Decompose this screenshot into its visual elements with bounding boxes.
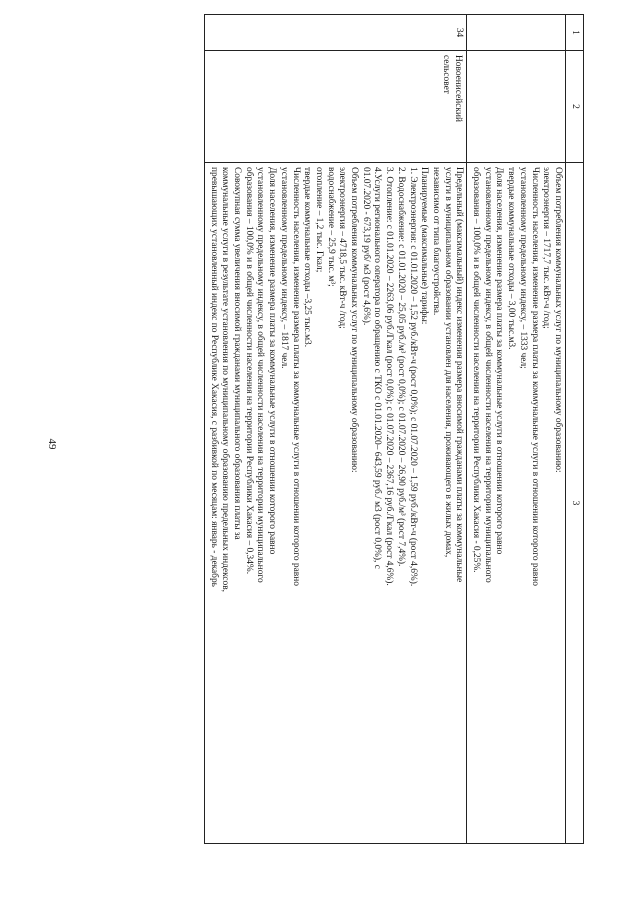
row-34-text	[204, 163, 466, 844]
table-row-34	[204, 15, 466, 844]
header-col-1: 1	[566, 15, 584, 51]
text-line: независимо от типа благоустройства.	[430, 167, 441, 316]
text-line: превышающих установленный индекс по Республике Хакасия, с разбивкой по месяцам: январь - декабрь	[208, 167, 219, 587]
text-line: Объем потребления коммунальных услуг по муниципальному образованию:	[553, 167, 563, 473]
row-prev-text	[467, 163, 566, 844]
text-line: Объем потребления коммунальных услуг по муниципальному образованию:	[349, 167, 360, 473]
rotated-table-page	[116, 14, 584, 843]
text-line: Численность населения, изменение размера платы за коммунальные услуги в отношении которого равно	[290, 167, 301, 586]
text-line: электроэнергия – 1717,7 тыс. кВт-ч /год;	[541, 167, 552, 329]
row-34-num: 34	[204, 15, 466, 51]
text-line: 3. Отопление: с 01.01.2020 – 2263,06 руб./Гкал (рост 0,0%); с 01.07.2020 – 2367,16 руб./Гкал (рост 4,6%).	[384, 167, 395, 586]
header-col-3: 3	[566, 163, 584, 844]
text-line: установленному предельному индексу, в общей численности населения на территории муниципального	[482, 167, 493, 583]
text-line: 4.Услуги регионального оператора по обращению с ТКО с 01.01.2020– 643,59 руб./ м3 (рост 0,0%), с	[372, 167, 383, 569]
text-line: 2. Водоснабжение: с 01.01.2020 – 25,05 руб./м³ (рост 0,0%); с 01.07.2020 – 26,90 руб./м³ (рост 7,4%).	[395, 167, 406, 567]
table-header-row	[566, 15, 584, 844]
text-line: 1. Электроэнергия: с 01.01.2020 – 1,52 руб./кВт-ч (рост 0,0%); с 01.07.2020 – 1,59 руб./кВт-ч (рост 4,6%).	[407, 167, 418, 587]
text-line: установленному предельному индексу, – 1333 чел;	[517, 167, 528, 369]
text-line: образования – 100,0% и в общей численности населения на территории Республики Хакасия - 0,25%.	[471, 167, 482, 573]
text-line: коммунальные услуги в результате установления по муниципальному образованию предельных индексов,	[220, 167, 231, 593]
text-line: установленному предельному индексу, – 1817 чел.	[278, 167, 289, 369]
text-line: Доля населения, изменение размера платы за коммунальные услуги в отношении которого равно	[494, 167, 505, 555]
text-line: услуги в муниципальном образовании установлен для населения, проживающего в жилых домах,	[442, 167, 453, 558]
text-line: Численность населения, изменение размера платы за коммунальные услуги в отношении которого равно	[529, 167, 540, 586]
text-line: электроэнергия – 4718,5 тыс. кВт-ч /год;	[337, 167, 348, 329]
text-line: твердые коммунальные отходы – 3,00 тыс.м3.	[506, 167, 517, 350]
header-col-2: 2	[566, 51, 584, 163]
text-line: отопление – 1,2 тыс. Гкал;	[313, 167, 324, 273]
text-line: 01.07.2020 - 673,19 руб/ м3 (рост 4,6%).	[360, 167, 371, 326]
page-number: 49	[46, 438, 58, 450]
row-prev-municipality	[467, 51, 566, 163]
row-prev-num	[467, 15, 566, 51]
text-line: образования – 100,0% и в общей численности населения на территории Республики Хакасия – 0,34%.	[243, 167, 254, 575]
tariff-table	[204, 14, 584, 844]
text-line: твердые коммунальные отходы –3,25 тыс.м3.	[302, 167, 313, 348]
text-line: водоснабжение – 25,9 тыс. м³;	[325, 167, 336, 287]
text-line: Совокупная сумма увеличения вносимой гражданами муниципального образования платы за	[232, 167, 243, 540]
text-line: Планируемые (максимальные) тарифы:	[419, 167, 430, 325]
text-line: Предельный (максимальный) индекс изменения размера вносимой гражданами платы за коммунальные	[454, 167, 465, 583]
table-row-previous	[467, 15, 566, 844]
text-line: установленному предельному индексу, в общей численности населения на территории муниципального	[255, 167, 266, 583]
row-34-municipality: Новоенисейский сельсовет	[204, 51, 466, 163]
text-line: Доля населения, изменение размера платы за коммунальные услуги в отношении которого равно	[267, 167, 278, 555]
